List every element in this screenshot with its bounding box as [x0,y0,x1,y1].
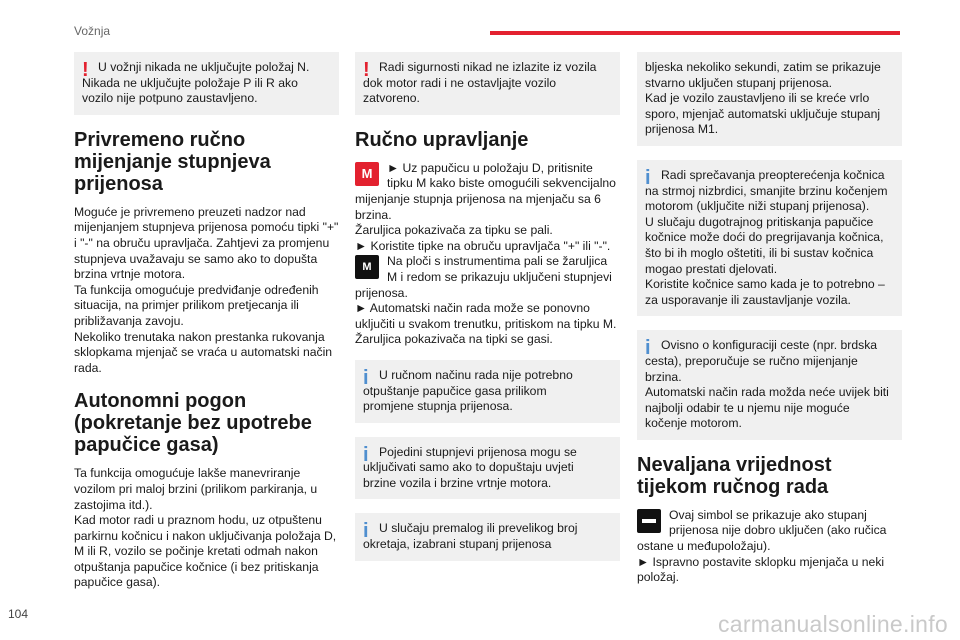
column-right [637,52,902,586]
info-note-throttle [355,360,620,423]
paragraph: ► Automatski način rada može se ponovno uključiti u svakom trenutku, pritiskom na tipku M. [355,301,617,331]
note-line: dok motor radi i ne ostavljajte vozilo [363,75,557,90]
note-line: cesta), preporučuje se ručno mijenjanje brzina. [645,353,858,384]
paragraph: Ovaj simbol se prikazuje ako stupanj prijenosa nije dobro uključen (ako ručica ostane u međupoložaju). [637,507,887,554]
page-number: 104 [8,607,29,621]
note-continuation [637,52,902,146]
paragraph: ► Uz papučicu u položaju D, pritisnite tipku M kako biste omogućili sekvencijalno mijenjanje stupnja prijenosa na mjenjaču sa 6 brzina. [355,160,616,222]
watermark: carmanualsonline.info [717,611,948,637]
info-note-rpm [355,513,620,560]
note-line: Kad je vozilo zaustavljeno ili se kreće vrlo sporo, mjenjač automatski uključuje stupanj prijenosa M1. [645,91,881,137]
note-first-line: Pojedini stupnjevi prijenosa mogu se [379,444,577,459]
paragraph: Nekoliko trenutaka nakon prestanka rukovanja sklopkama mjenjač se vraća u automatski način rada. [74,329,333,375]
paragraph: ► Ispravno postavite sklopku mjenjača u neki položaj. [637,554,885,585]
info-note-brakes [637,160,902,316]
info-icon: i [363,366,369,389]
warning-note-exit [355,52,620,115]
paragraph: Kad motor radi u praznom hodu, uz otpuštenu parkirnu kočnicu i nakon uključivanja položaja D, M ili R, vozilo se počinje kretati odmah nakon otpuštanja papučice kočnice (i bez pritiskanja papučice gasa). [74,513,337,590]
note-line: vozilo nije potpuno zaustavljeno. [82,91,258,106]
paragraph: Žaruljica pokazivača za tipku se pali. [355,223,553,238]
warning-note-neutral [74,52,339,115]
note-first-line: U slučaju premalog ili prevelikog broj [379,521,578,536]
column-left [74,52,339,591]
note-line: na strmoj nizbrdici, smanjite brzinu kočenjem motorom (uključite niži stupanj prijenosa). [645,183,888,214]
info-note-road-config [637,330,902,440]
m-button-icon: M [355,162,379,186]
column-middle [355,52,620,575]
section-body [355,161,620,348]
info-note-gear-conditions [355,437,620,500]
note-first-line: Radi sigurnosti nikad ne izlazite iz vozila [379,60,597,74]
note-first-line: U vožnji nikada ne uključujte položaj N. [98,60,310,74]
header-accent-bar [490,31,900,35]
heading-temporary-manual: Privremeno ručno mijenjanje stupnjeva prijenosa [74,128,271,195]
note-line: uključivati samo ako to dopuštaju uvjeti [363,460,574,475]
note-line: okretaja, izabrani stupanj prijenosa [363,537,552,552]
note-line: Automatski način rada možda neće uvijek biti najbolji odabir te u njemu nije moguće kočenje motorom. [645,385,889,431]
paragraph: Ta funkcija omogućuje lakše manevriranje vozilom pri maloj brzini (prilikom parkiranja, u zastojima itd.). [74,466,318,512]
note-first-line: U ručnom načinu rada nije potrebno [379,367,573,382]
heading-manual-control: Ručno upravljanje [355,128,529,151]
info-icon: i [363,443,369,466]
info-icon: i [645,166,651,189]
note-line: otpuštanje papučice gasa prilikom [363,383,547,398]
neutral-dash-icon [637,509,661,533]
heading-invalid-value: Nevaljana vrijednost tijekom ručnog rada [637,453,832,498]
info-icon: i [363,520,369,543]
heading-autonomous-drive: Autonomni pogon (pokretanje bez upotrebe papučice gasa) [74,390,312,457]
paragraph: Žaruljica pokazivača na tipki se gasi. [355,332,553,347]
note-line: zatvoreno. [363,91,420,106]
warning-exclamation-icon: ! [363,59,370,81]
manual-mode-indicator-icon: M [355,255,379,279]
header-section-title: Vožnja [74,24,111,38]
section-body [637,508,902,586]
note-first-line: Radi sprečavanja preopterećenja kočnica [661,167,885,182]
paragraph: Ta funkcija omogućuje predviđanje određenih situacija, na primjer prilikom pretjecanja ili približavanja zavoju. [74,282,319,328]
note-line: brzine vozila i brzine vrtnje motora. [363,475,552,490]
section-body [74,205,339,377]
paragraph: Moguće je privremeno preuzeti nadzor nad mijenjanjem stupnjeva prijenosa pomoću tipki "+" i "-" na obruču upravljača. Zahtjevi za promjenu stupnjeva uvažavaju se samo ako to dopušta brzina vrtnje motora. [74,204,339,282]
warning-exclamation-icon: ! [82,59,89,81]
paragraph: Na ploči s instrumentima pali se žaruljica M i redom se prikazuju uključeni stupnjevi prijenosa. [355,254,612,300]
note-line: bljeska nekoliko sekundi, zatim se prikazuje stvarno uključen stupanj prijenosa. [645,60,881,90]
note-first-line: Ovisno o konfiguraciji ceste (npr. brdska [661,338,878,353]
paragraph: ► Koristite tipke na obruču upravljača "+" ili "-". [355,238,611,253]
note-line: promjene stupnja prijenosa. [363,399,513,414]
note-line: Nikada ne uključujte položaje P ili R ako [82,75,298,90]
info-icon: i [645,337,651,360]
note-line: Koristite kočnice samo kada je to potrebno – za usporavanje ili zaustavljanje vozila. [645,277,885,307]
note-line: U slučaju dugotrajnog pritiskanja papučice kočnice može doći do pregrijavanja kočnica, što bi ih moglo oštetiti, ili bi sustav kočnica mogao prestati djelovati. [645,214,884,276]
section-body [74,466,339,591]
